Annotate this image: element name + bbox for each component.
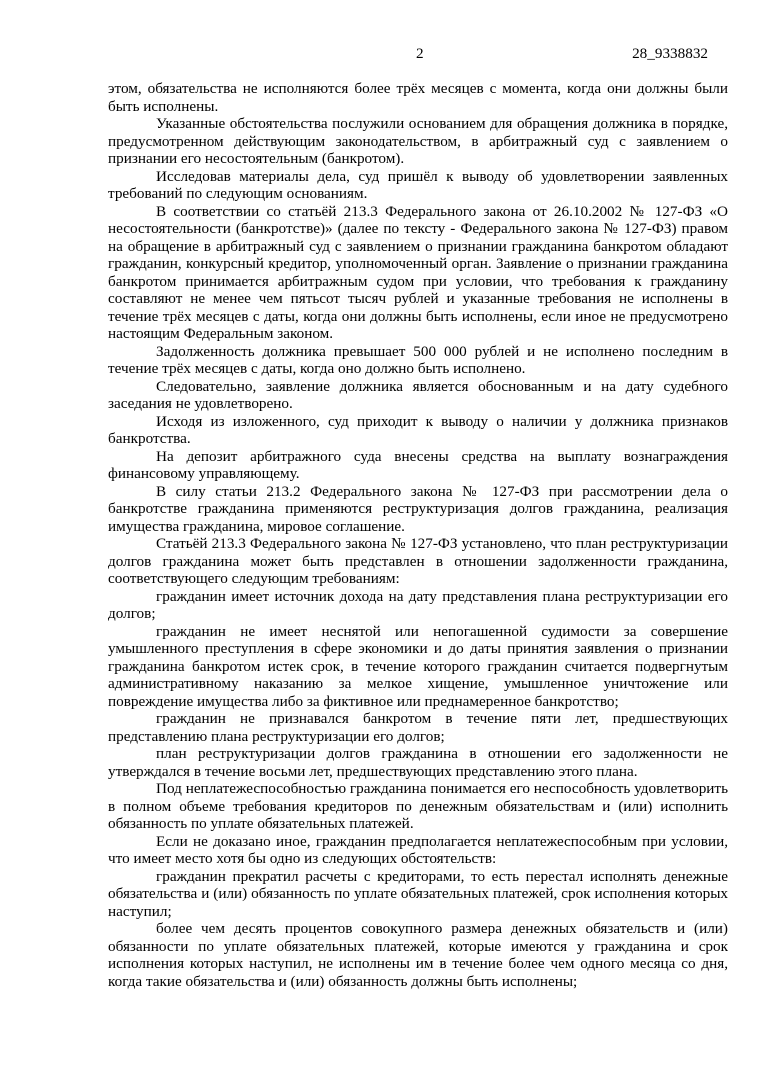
page-header [108, 44, 708, 64]
paragraph: Задолженность должника превышает 500 000 рублей и не исполнено последним в течение трёх месяцев с даты, когда оно должно быть исполнено. [108, 342, 728, 377]
list-item: гражданин прекратил расчеты с кредиторами, то есть перестал исполнять денежные обязательства и (или) обязанность по уплате обязательных платежей, срок исполнения которых наступил; [108, 867, 728, 920]
paragraph: Если не доказано иное, гражданин предполагается неплатежеспособным при условии, что имеет место хотя бы одно из следующих обстоятельств: [108, 832, 728, 867]
paragraph: Статьёй 213.3 Федерального закона № 127-ФЗ установлено, что план реструктуризации долгов гражданина может быть представлен в отношении задолженности гражданина, соответствующего следующим требованиям: [108, 535, 728, 587]
list-item: гражданин не признавался банкротом в течение пяти лет, предшествующих представлению плана реструктуризации его долгов; [108, 710, 728, 745]
paragraph: В силу статьи 213.2 Федерального закона № 127-ФЗ при рассмотрении дела о банкротстве гражданина применяются реструктуризация долгов гражданина, реализация имущества гражданина, мировое соглашение. [108, 482, 728, 535]
document-body [108, 80, 728, 990]
document-number: 28_9338832 [632, 45, 708, 62]
paragraph: На депозит арбитражного суда внесены средства на выплату вознаграждения финансовому управляющему. [108, 447, 728, 482]
page-number: 2 [416, 45, 424, 62]
list-item: более чем десять процентов совокупного размера денежных обязательств и (или) обязанности по уплате обязательных платежей, которые имеются у гражданина и срок исполнения которых наступил, не исполнены им в течение более чем одного месяца со дня, когда такие обязательства и (или) обязанность должны быть исполнены; [108, 920, 728, 990]
paragraph: Под неплатежеспособностью гражданина понимается его неспособность удовлетворить в полном объеме требования кредиторов по денежным обязательствам и (или) исполнить обязанность по уплате обязательных платежей. [108, 780, 728, 832]
paragraph: Исходя из изложенного, суд приходит к выводу о наличии у должника признаков банкротства. [108, 412, 728, 447]
paragraph: Указанные обстоятельства послужили основанием для обращения должника в порядке, предусмотренном действующим законодательством, в арбитражный суд с заявлением о признании его несостоятельным (банкротом). [108, 115, 728, 167]
paragraph: Следовательно, заявление должника является обоснованным и на дату судебного заседания не удовлетворено. [108, 377, 728, 412]
paragraph: этом, обязательства не исполняются более трёх месяцев с момента, когда они должны были быть исполнены. [108, 80, 728, 115]
paragraph: В соответствии со статьёй 213.3 Федерального закона от 26.10.2002 № 127-ФЗ «О несостоятельности (банкротстве)» (далее по тексту - Федерального закона № 127-ФЗ) правом на обращение в арбитражный суд с заявлением о признании гражданина банкротом обладают гражданин, конкурсный кредитор, уполномоченный орган. Заявление о признании гражданина банкротом принимается арбитражным судом при условии, что требования к гражданину составляют не менее чем пятьсот тысяч рублей и указанные требования не исполнены в течение трёх месяцев с даты, когда они должны быть исполнены, если иное не предусмотрено настоящим Федеральным законом. [108, 202, 728, 342]
list-item: гражданин не имеет неснятой или непогашенной судимости за совершение умышленного преступления в сфере экономики и до даты принятия заявления о признании гражданина банкротом истек срок, в течение которого гражданин считается подвергнутым административному наказанию за мелкое хищение, умышленное уничтожение или повреждение имущества либо за фиктивное или преднамеренное банкротство; [108, 622, 728, 710]
list-item: гражданин имеет источник дохода на дату представления плана реструктуризации его долгов; [108, 587, 728, 622]
list-item: план реструктуризации долгов гражданина в отношении его задолженности не утверждался в течение восьми лет, предшествующих представлению этого плана. [108, 745, 728, 780]
paragraph: Исследовав материалы дела, суд пришёл к выводу об удовлетворении заявленных требований по следующим основаниям. [108, 167, 728, 202]
